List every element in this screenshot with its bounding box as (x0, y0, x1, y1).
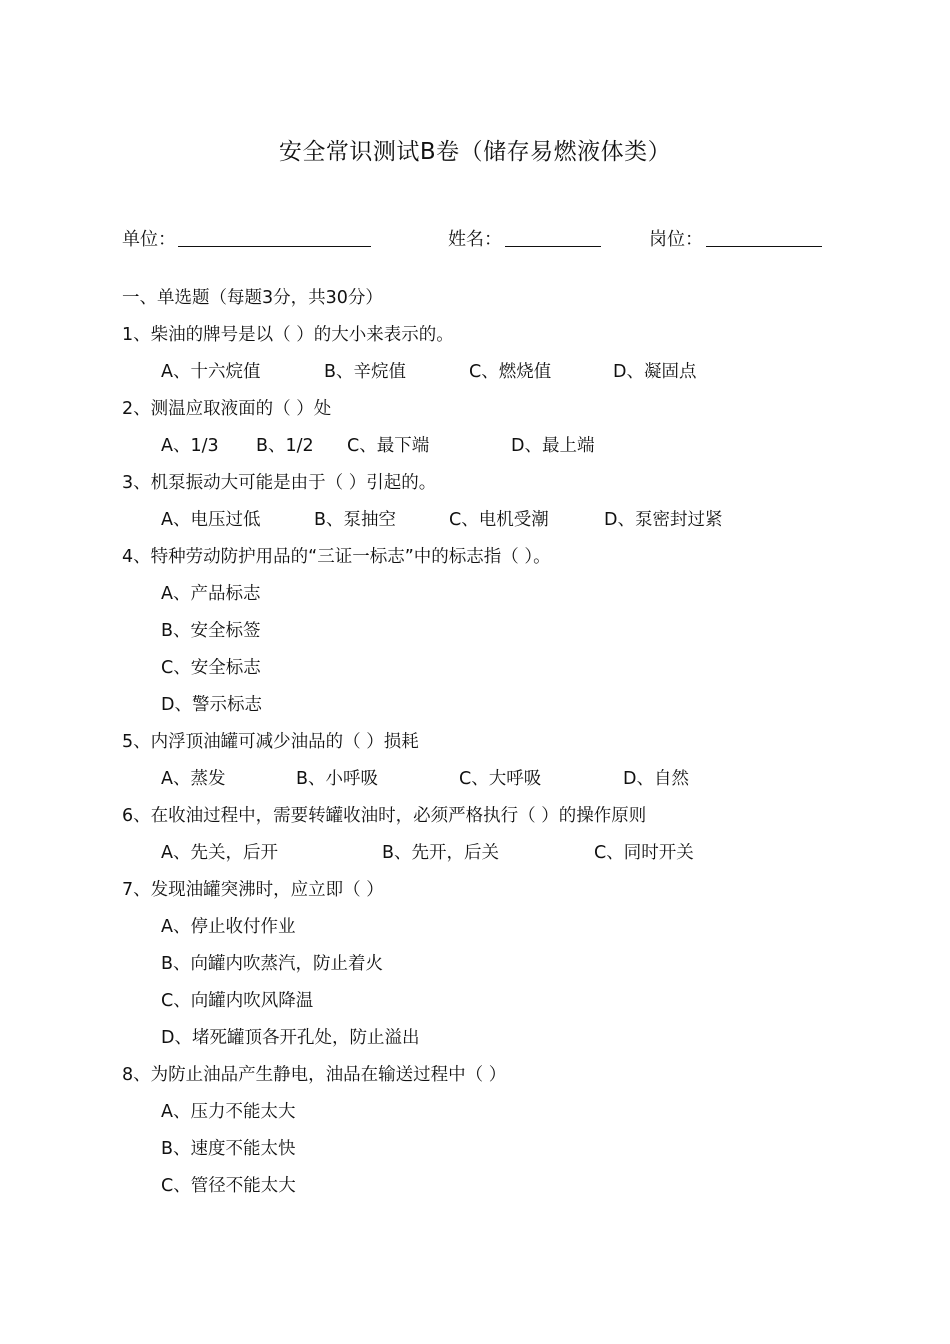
q8-option-c: C、管径不能太大 (161, 1176, 296, 1196)
q1-option-c: C、燃烧值 (469, 362, 552, 382)
question-7: 7、发现油罐突沸时，应立即（ ） (122, 880, 384, 900)
question-list (122, 284, 842, 1209)
question-5: 5、内浮顶油罐可减少油品的（ ）损耗 (122, 732, 419, 752)
q7-option-c: C、向罐内吹风降温 (161, 991, 314, 1011)
q2-option-a: A、1/3 (161, 436, 219, 456)
q2-option-c: C、最下端 (347, 436, 430, 456)
options-row-5 (122, 765, 842, 802)
q1-option-d: D、凝固点 (613, 362, 697, 382)
q5-option-c: C、大呼吸 (459, 769, 542, 789)
info-row (0, 225, 950, 255)
q8-option-a: A、压力不能太大 (161, 1102, 296, 1122)
name-blank[interactable] (505, 245, 601, 247)
q5-option-b: B、小呼吸 (296, 769, 379, 789)
q6-option-c: C、同时开关 (594, 843, 694, 863)
q1-option-a: A、十六烷值 (161, 362, 261, 382)
q7-option-b: B、向罐内吹蒸汽，防止着火 (161, 954, 384, 974)
page-title: 安全常识测试B卷（储存易燃液体类） (278, 139, 672, 165)
q7-option-a: A、停止收付作业 (161, 917, 296, 937)
unit-label: 单位： (122, 229, 176, 250)
question-4: 4、特种劳动防护用品的“三证一标志”中的标志指（ ）。 (122, 547, 551, 567)
section-heading: 一、单选题（每题3分，共30分） (122, 288, 383, 308)
q4-option-d: D、警示标志 (161, 695, 262, 715)
options-row-2 (122, 432, 842, 469)
unit-blank[interactable] (178, 245, 371, 247)
question-2: 2、测温应取液面的（ ）处 (122, 399, 332, 419)
question-6: 6、在收油过程中，需要转罐收油时，必须严格执行（ ）的操作原则 (122, 806, 647, 826)
post-label: 岗位： (649, 229, 703, 250)
question-8: 8、为防止油品产生静电，油品在输送过程中（ ） (122, 1065, 507, 1085)
name-label: 姓名： (448, 229, 502, 250)
q5-option-d: D、自然 (623, 769, 689, 789)
options-row-1 (122, 358, 842, 395)
q3-option-b: B、泵抽空 (314, 510, 397, 530)
q5-option-a: A、蒸发 (161, 769, 226, 789)
q6-option-a: A、先关，后开 (161, 843, 278, 863)
options-row-3 (122, 506, 842, 543)
q2-option-b: B、1/2 (256, 436, 314, 456)
q3-option-c: C、电机受潮 (449, 510, 549, 530)
post-blank[interactable] (706, 245, 822, 247)
q1-option-b: B、辛烷值 (324, 362, 407, 382)
q6-option-b: B、先开，后关 (382, 843, 500, 863)
q4-option-c: C、安全标志 (161, 658, 261, 678)
options-row-6 (122, 839, 842, 876)
q7-option-d: D、堵死罐顶各开孔处，防止溢出 (161, 1028, 420, 1048)
question-1: 1、柴油的牌号是以（ ）的大小来表示的。 (122, 325, 454, 345)
q4-option-b: B、安全标签 (161, 621, 261, 641)
question-3: 3、机泵振动大可能是由于（ ）引起的。 (122, 473, 437, 493)
q3-option-d: D、泵密封过紧 (604, 510, 723, 530)
q2-option-d: D、最上端 (511, 436, 595, 456)
q3-option-a: A、电压过低 (161, 510, 261, 530)
q4-option-a: A、产品标志 (161, 584, 261, 604)
q8-option-b: B、速度不能太快 (161, 1139, 296, 1159)
